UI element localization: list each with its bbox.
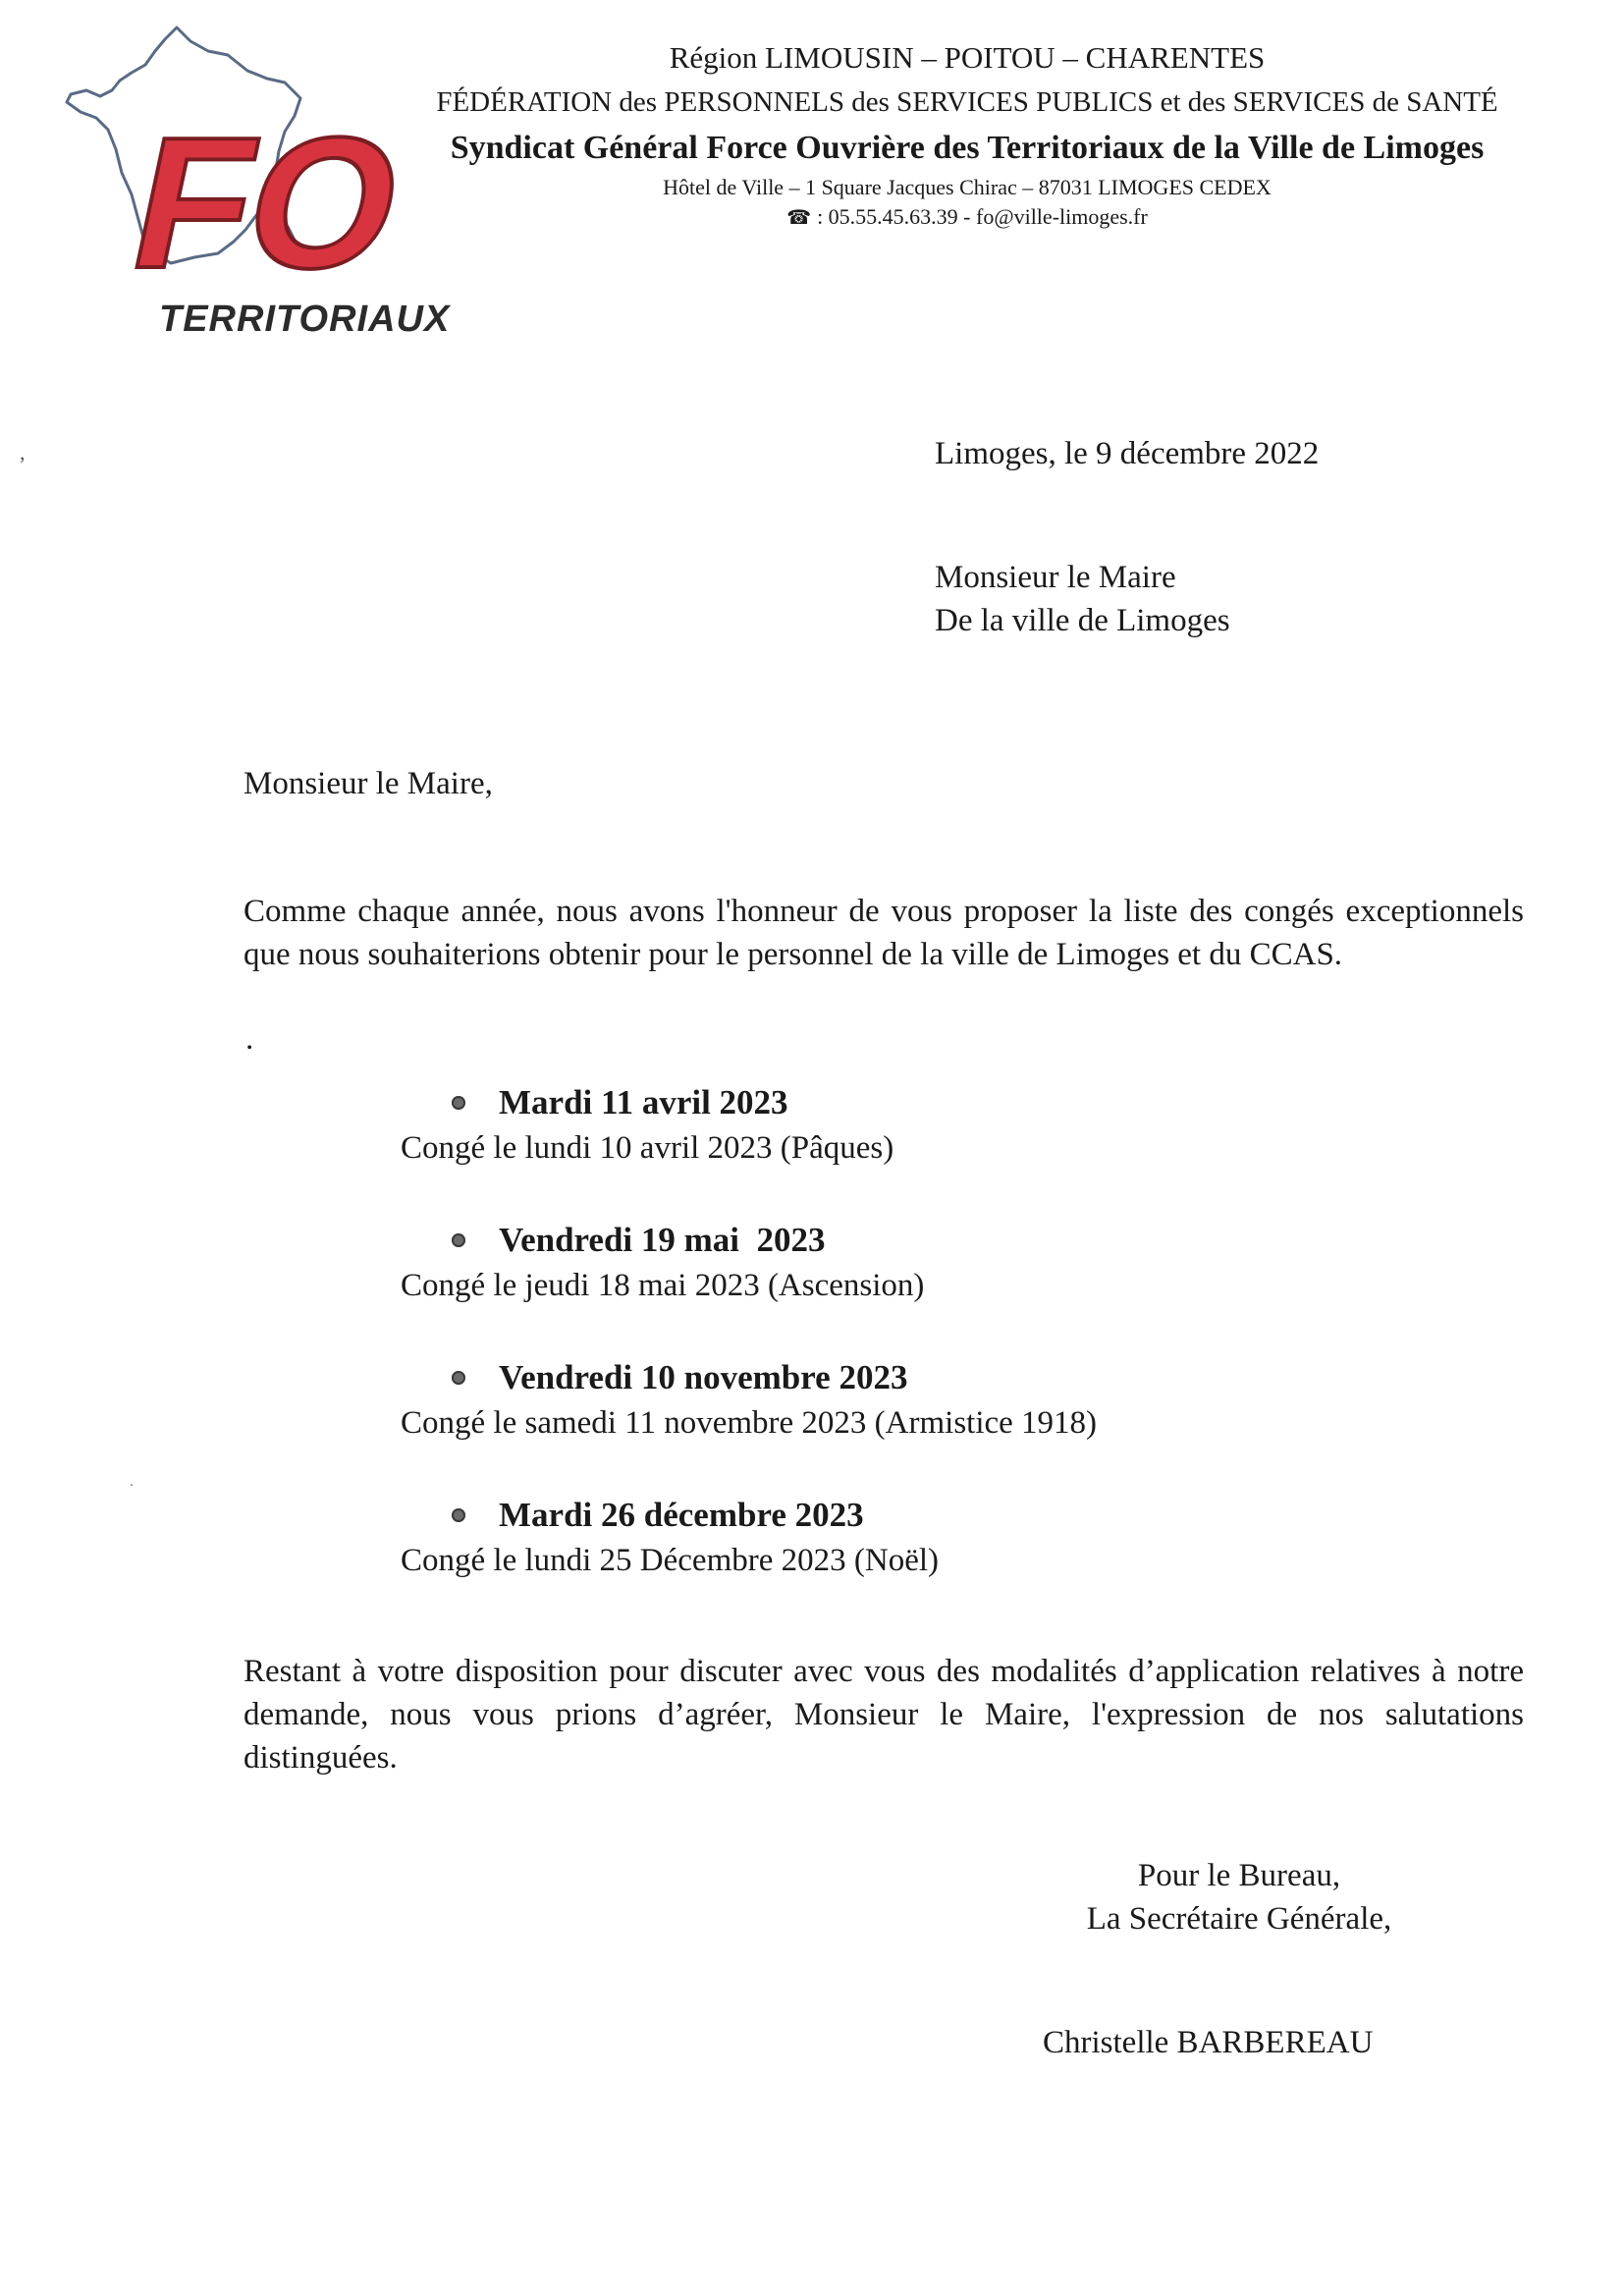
bullet-icon <box>452 1371 465 1385</box>
recipient-block <box>935 556 1230 642</box>
intro-text: Comme chaque année, nous avons l'honneur de vous proposer la liste des congés exceptionnels que nous souhaiterions obtenir pour le personnel de la ville de Limoges et du CCAS. <box>244 894 1524 972</box>
fo-mark-icon <box>61 22 420 316</box>
fo-territoriaux-logo <box>61 22 451 355</box>
header-contact <box>363 202 1571 232</box>
holiday-date: Mardi 11 avril 2023 <box>499 1083 788 1121</box>
scan-mark-2: . <box>130 1473 134 1490</box>
bullet-icon <box>452 1096 465 1110</box>
list-item <box>401 1218 1481 1355</box>
signature-line: La Secrétaire Générale, <box>1086 1901 1392 1937</box>
list-item <box>401 1355 1481 1493</box>
list-item <box>401 1080 1481 1218</box>
holiday-date: Vendredi 19 mai 2023 <box>499 1221 826 1259</box>
fo-mark-text: FO <box>116 97 420 307</box>
closing-paragraph: Restant à votre disposition pour discuter avec vous des modalités d’application relatives à notre demande, nous vous prions d’agréer, Monsieur le Maire, l'expression de nos salutations distinguées. <box>244 1654 1524 1776</box>
header-address: Hôtel de Ville – 1 Square Jacques Chirac – 87031 LIMOGES CEDEX <box>663 175 1272 199</box>
header-region: Région LIMOUSIN – POITOU – CHARENTES <box>669 40 1266 75</box>
letterhead <box>363 35 1571 232</box>
holiday-leave: Congé le lundi 25 Décembre 2023 (Noël) <box>401 1543 940 1578</box>
bullet-icon <box>452 1508 465 1522</box>
holiday-leave: Congé le samedi 11 novembre 2023 (Armistice 1918) <box>401 1405 1098 1441</box>
holiday-leave: Congé le jeudi 18 mai 2023 (Ascension) <box>401 1268 925 1303</box>
letter-date: Limoges, le 9 décembre 2022 <box>935 436 1320 471</box>
holiday-leave: Congé le lundi 10 avril 2023 (Pâques) <box>401 1130 894 1166</box>
recipient-line: De la ville de Limoges <box>935 603 1230 638</box>
holiday-date: Vendredi 10 novembre 2023 <box>499 1358 908 1396</box>
holiday-date: Mardi 26 décembre 2023 <box>499 1496 864 1534</box>
header-federation: FÉDÉRATION des PERSONNELS des SERVICES PUBLICS et des SERVICES de SANTÉ <box>436 86 1498 118</box>
holiday-list <box>401 1080 1481 1630</box>
scan-mark: , <box>20 440 26 465</box>
header-syndicat: Syndicat Général Force Ouvrière des Territoriaux de la Ville de Limoges <box>450 130 1485 166</box>
stray-dot: . <box>245 1021 254 1057</box>
header-contact-text: : 05.55.45.63.39 - fo@ville-limoges.fr <box>817 204 1148 229</box>
bullet-icon <box>452 1233 465 1247</box>
logo-caption: TERRITORIAUX <box>159 299 451 340</box>
intro-paragraph <box>244 847 1524 976</box>
signature-line: Pour le Bureau, <box>1137 1858 1341 1893</box>
signer-name: Christelle BARBEREAU <box>1043 2025 1374 2060</box>
list-item <box>401 1493 1481 1630</box>
signature-block <box>1043 1854 1435 1941</box>
recipient-line: Monsieur le Maire <box>935 560 1176 595</box>
phone-icon: ☎ <box>786 205 812 229</box>
salutation: Monsieur le Maire, <box>244 766 493 801</box>
